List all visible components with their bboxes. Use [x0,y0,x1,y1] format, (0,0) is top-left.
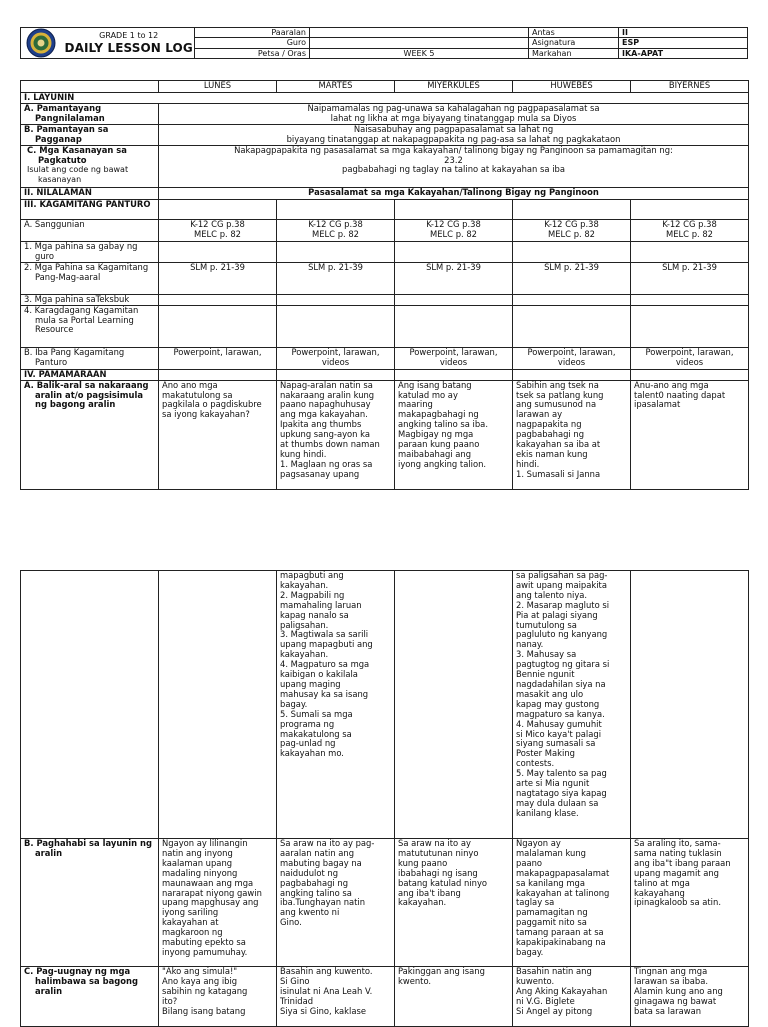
pamantayang-text: Naipamamalas ng pag-unawa sa kahalagahan ng pagpapasalamat sa lahat ng likha at mga biyayang tinatanggap mula sa Diyos [159,104,749,125]
blank-cell [513,305,631,347]
procedure-cell: Sa araw na ito ay matututunan ninyo kung paano ibabahagi ng isang batang katulad ninyo ang iba't ibang kakayahan. [395,839,513,967]
procedure-cell [395,571,513,839]
procedure-cell: Basahin natin ang kuwento. Ang Aking Kakayahan ni V.G. Biglete Si Angel ay pitong [513,967,631,1027]
field-value [310,28,529,38]
sanggunian-cell: K-12 CG p.38 MELC p. 82 [513,219,631,241]
field-value: IKA-APAT [619,48,748,58]
materials-cell: Powerpoint, larawan, videos [631,347,749,369]
field-value [310,38,529,48]
procedure-cell: Ang isang batang katulad mo ay maaring makapagbahagi ng angking talino sa iba. Magbigay ng mga paraan kung paano maibabahagi ang iyong angking talion. [395,380,513,489]
row-label: C. Mga Kasanayan sa Pagkatuto [27,145,127,165]
row-label: 3. Mga pahina saTeksbuk [21,294,159,305]
page-title: DAILY LESSON LOG [64,40,193,55]
procedure-cell: Napag-aralan natin sa nakaraang aralin kung paano napaghuhusay ang mga kakayahan. Ipakita ang thumbs upkung sang-ayon ka at thumbs down naman kung hindi. 1. Maglaan ng oras sa pagsasanay upang [277,380,395,489]
row-label: B. Iba Pang Kagamitang Panturo [21,347,159,369]
procedure-cell: Ngayon ay lilinangin natin ang inyong kaalaman upang madaling ninyong maunawaan ang mga nararapat niyong gawin upang mapghusay ang iyong sariling kakayahan at magkaroon ng mabuting epekto sa inyong pamumuhay. [159,839,277,967]
procedure-cell: sa paligsahan sa pag- awit upang maipakita ang talento niya. 2. Masarap magluto si Pia at palagi siyang tumutulong sa pagluluto ng kanyang nanay. 3. Mahusay sa pagtugtog ng gitara si Bennie ngunit nagdadahilan siya na masakit ang ulo kapag may gustong magpaturo sa kanya. 4. Mahusay gumuhit si Mico kaya't palagi siyang sumasali sa Poster Making contests. 5. May talento sa pag arte si Mia ngunit nagtatago siya kapag may dula dulaan sa kanilang klase. [513,571,631,839]
materials-cell: Powerpoint, larawan, [159,347,277,369]
procedure-cell [159,571,277,839]
row-sublabel: Isulat ang code ng bawat kasanayan [27,165,129,184]
blank-cell [395,305,513,347]
day-header: MARTES [277,81,395,93]
procedure-cell: Pakinggan ang isang kwento. [395,967,513,1027]
procedure-cell: Basahin ang kuwento. Si Gino isinulat ni Ana Leah V. Trinidad Siya si Gino, kaklase [277,967,395,1027]
day-header: HUWEBES [513,81,631,93]
row-label: III. KAGAMITANG PANTURO [21,199,159,219]
title-block [65,31,193,55]
blank-cell [631,294,749,305]
day-header: LUNES [159,81,277,93]
pagganap-text: Naisasabuhay ang pagpapasalamat sa lahat ng biyayang tinatanggap at nakapagpapakita ng pag-asa sa lahat ng pagkakataon [159,124,749,145]
slm-cell: SLM p. 21-39 [513,262,631,294]
materials-cell: Powerpoint, larawan, videos [513,347,631,369]
blank-cell [513,199,631,219]
row-label: 4. Karagdagang Kagamitan mula sa Portal Learning Resource [21,305,159,347]
blank-cell [159,241,277,262]
blank-cell [159,305,277,347]
row-label: 2. Mga Pahina sa Kagamitang Pang-Mag-aaral [21,262,159,294]
materials-cell: Powerpoint, larawan, videos [395,347,513,369]
blank-cell [631,305,749,347]
row-label: A. Pamantayang Pangnilalaman [21,104,159,125]
day-header: BIYERNES [631,81,749,93]
row-label: 1. Mga pahina sa gabay ng guro [21,241,159,262]
procedure-cell: Ngayon ay malalaman kung paano makapagpapasalamat sa kanilang mga kakayahan at talinong taglay sa pamamagitan ng paggamit nito sa tamang paraan at sa kapakipakinabang na bagay. [513,839,631,967]
procedure-cell: Sa araling ito, sama- sama nating tuklasin ang iba"t ibang paraan upang magamit ang talino at mga kakayahang ipinagkaloob sa atin. [631,839,749,967]
title-cell [21,28,195,59]
blank-cell [631,241,749,262]
blank-cell [21,571,159,839]
field-value: ESP [619,38,748,48]
row-label: A. Balik-aral sa nakaraang aralin at/o pagsisimula ng bagong aralin [21,380,159,489]
procedure-cell: Anu-ano ang mga talent0 naating dapat ipasalamat [631,380,749,489]
procedure-cell: "Ako ang simula!" Ano kaya ang ibig sabihin ng katagang ito? Bilang isang batang [159,967,277,1027]
row-label: A. Sanggunian [21,219,159,241]
procedure-cell [631,571,749,839]
field-value: II [619,28,748,38]
blank-cell [395,294,513,305]
slm-cell: SLM p. 21-39 [395,262,513,294]
row-label: C. Pag-uugnay ng mga halimbawa sa bagong aralin [21,967,159,1027]
grade-label: GRADE 1 to 12 [99,31,159,41]
field-label: Paaralan [195,28,310,38]
field-label: Guro [195,38,310,48]
blank-cell [513,294,631,305]
blank-cell [277,199,395,219]
blank-cell [159,369,277,380]
blank-cell [159,294,277,305]
procedure-cell: Sabihin ang tsek na tsek sa patlang kung ang sumusunod na larawan ay nagpapakita ng pagbabahagi ng kakayahan sa iba at ekis naman kung hindi. 1. Sumasali si Janna [513,380,631,489]
materials-cell: Powerpoint, larawan, videos [277,347,395,369]
blank-cell [277,369,395,380]
field-label: Asignatura [529,38,619,48]
blank-cell [159,199,277,219]
slm-cell: SLM p. 21-39 [159,262,277,294]
blank-cell [395,369,513,380]
procedure-cell: Ano ano mga makatutulong sa pagkilala o pagdiskubre sa iyong kakayahan? [159,380,277,489]
slm-cell: SLM p. 21-39 [631,262,749,294]
blank-cell [277,305,395,347]
blank-cell [395,241,513,262]
procedure-cell: Tingnan ang mga larawan sa ibaba. Alamin kung ano ang ginagawa ng bawat bata sa larawan [631,967,749,1027]
kasanayan-text: Nakapagpapakita ng pasasalamat sa mga kakayahan/ talinong bigay ng Panginoon sa pamamagitan ng: 23.2 pagbabahagi ng taglay na talino at kakayahan sa iba [159,145,749,187]
blank-cell [277,241,395,262]
blank-cell [513,241,631,262]
lesson-table [20,80,749,490]
deped-seal-icon [26,28,56,58]
section-layunin: I. LAYUNIN [21,93,749,104]
day-header: MIYERKULES [395,81,513,93]
slm-cell: SLM p. 21-39 [277,262,395,294]
sanggunian-cell: K-12 CG p.38 MELC p. 82 [277,219,395,241]
field-label: Markahan [529,48,619,58]
row-label: B. Pamantayan sa Pagganap [21,124,159,145]
sanggunian-cell: K-12 CG p.38 MELC p. 82 [395,219,513,241]
blank-cell [631,199,749,219]
header-table [20,27,748,59]
sanggunian-cell: K-12 CG p.38 MELC p. 82 [631,219,749,241]
kasanayan-label-cell [21,145,159,187]
blank-cell [631,369,749,380]
field-label: Petsa / Oras [195,48,310,58]
row-label: B. Paghahabi sa layunin ng aralin [21,839,159,967]
sanggunian-cell: K-12 CG p.38 MELC p. 82 [159,219,277,241]
blank-cell [277,294,395,305]
lesson-table-continued [20,570,749,1027]
procedure-cell: Sa araw na ito ay pag- aaralan natin ang mabuting bagay na naidudulot ng pagbabahagi ng angking talino sa iba.Tunghayan natin ang kwento ni Gino. [277,839,395,967]
field-value: WEEK 5 [310,48,529,58]
row-label: II. NILALAMAN [21,187,159,199]
blank-cell [21,81,159,93]
blank-cell [395,199,513,219]
blank-cell [513,369,631,380]
procedure-cell: mapagbuti ang kakayahan. 2. Magpabili ng mamahaling laruan kapag nanalo sa paligsahan. 3. Magtiwala sa sarili upang mapagbuti ang kakayahan. 4. Magpaturo sa mga kaibigan o kakilala upang maging mahusay ka sa isang bagay. 5. Sumali sa mga programa ng makakatulong sa pag-unlad ng kakayahan mo. [277,571,395,839]
nilalaman-text: Pasasalamat sa mga Kakayahan/Talinong Bigay ng Panginoon [159,187,749,199]
field-label: Antas [529,28,619,38]
row-label: IV. PAMAMARAAN [21,369,159,380]
